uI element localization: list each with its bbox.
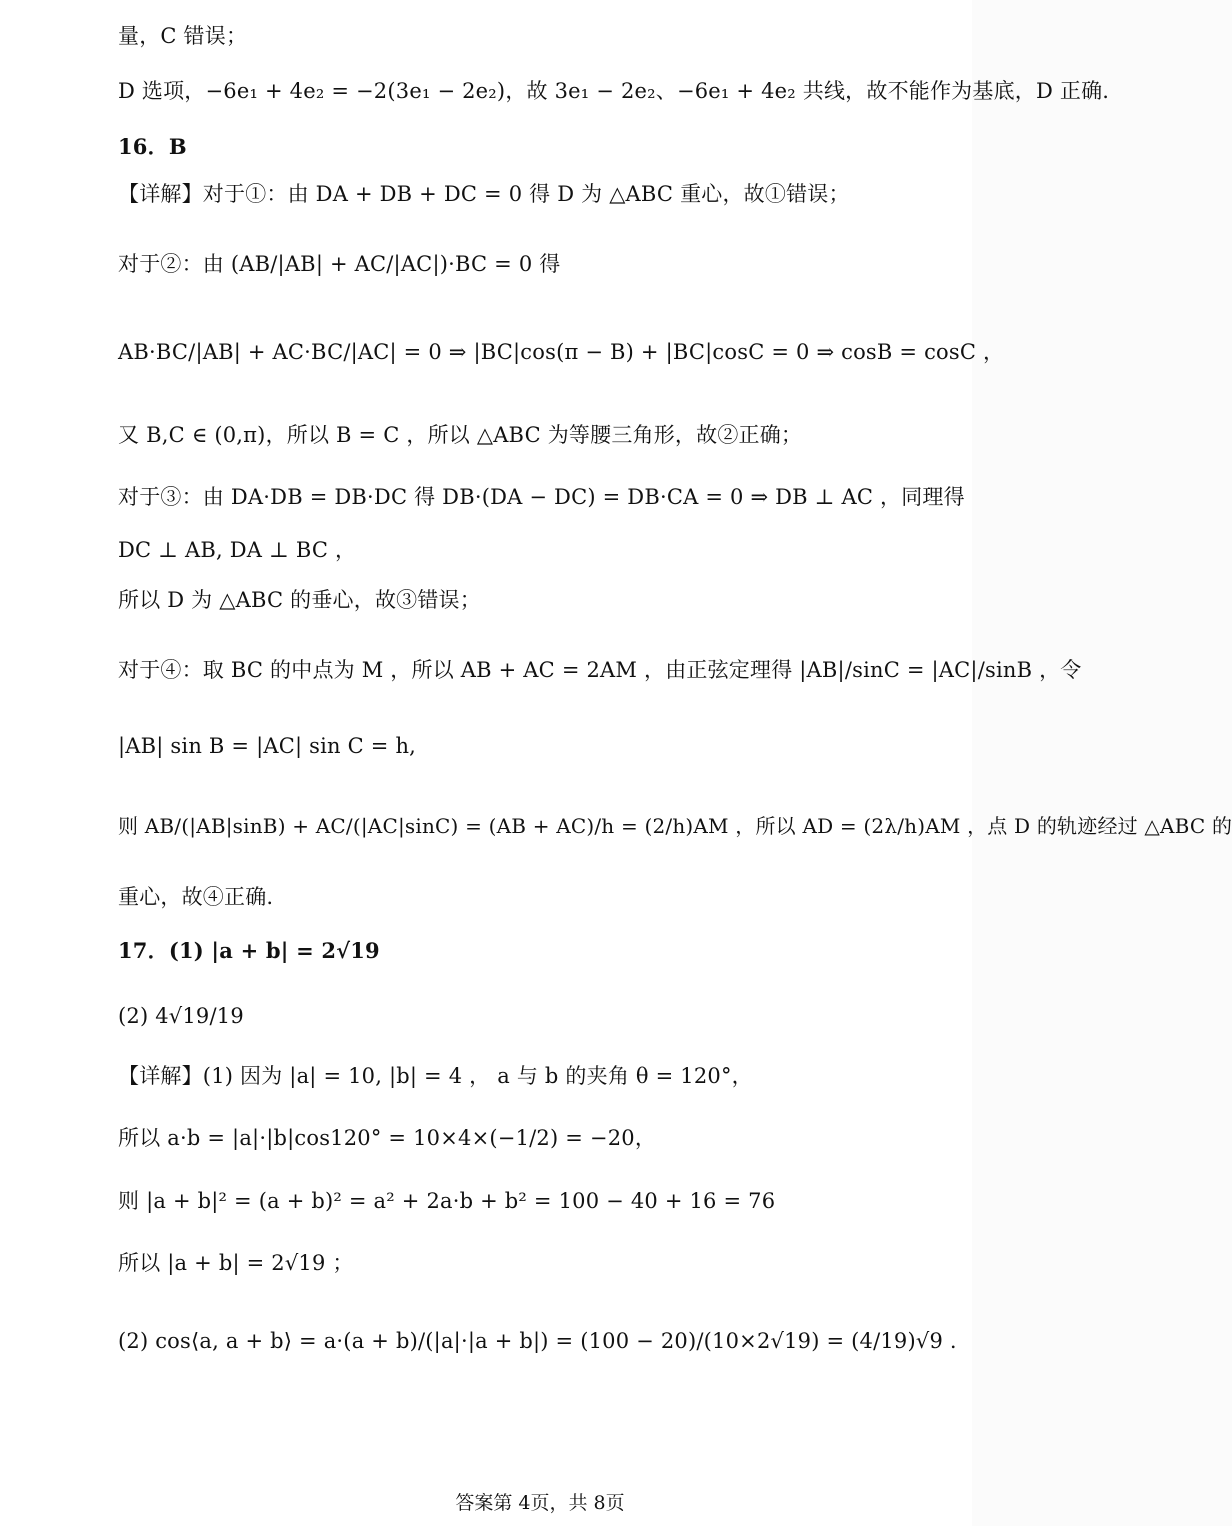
text-line: 又 B,C ∈ (0,π)，所以 B = C ，所以 △ABC 为等腰三角形，故②正确； — [118, 423, 803, 447]
text-line: 量，C 错误； — [118, 24, 248, 48]
page-footer: 答案第 4页，共 8页 — [455, 1492, 625, 1514]
text-line: 重心，故④正确. — [118, 885, 274, 909]
text-line: DC ⊥ AB, DA ⊥ BC ， — [118, 538, 357, 562]
question-number: 17．(1) |a + b| = 2√19 — [118, 938, 380, 963]
text-line: |AB| sin B = |AC| sin C = h, — [118, 734, 417, 758]
text-line: 所以 D 为 △ABC 的垂心，故③错误； — [118, 588, 481, 612]
text-line: D 选项，−6e₁ + 4e₂ = −2(3e₁ − 2e₂)，故 3e₁ − 2e₂、−6e₁ + 4e₂ 共线，故不能作为基底，D 正确. — [118, 79, 1110, 103]
text-line: 对于②：由 (AB/|AB| + AC/|AC|)·BC = 0 得 — [118, 252, 561, 276]
answer-line: (2) 4√19/19 — [118, 1004, 244, 1028]
text-line: 【详解】(1) 因为 |a| = 10, |b| = 4 ， a 与 b 的夹角 θ = 120°， — [118, 1064, 753, 1088]
text-line: 则 |a + b|² = (a + b)² = a² + 2a·b + b² = 100 − 40 + 16 = 76 — [118, 1189, 776, 1213]
text-line: AB·BC/|AB| + AC·BC/|AC| = 0 ⇒ |BC|cos(π − B) + |BC|cosC = 0 ⇒ cosB = cosC ， — [118, 340, 1005, 364]
text-line: 对于④：取 BC 的中点为 M ，所以 AB + AC = 2AM ，由正弦定理得 |AB|/sinC = |AC|/sinB ，令 — [118, 658, 1082, 682]
question-number: 16．B — [118, 134, 187, 159]
text-line: 则 AB/(|AB|sinB) + AC/(|AC|sinC) = (AB + AC)/h = (2/h)AM ，所以 AD = (2λ/h)AM ，点 D 的轨迹经过 △ABC 的 — [118, 814, 1232, 838]
text-line: (2) cos⟨a, a + b⟩ = a·(a + b)/(|a|·|a + b|) = (100 − 20)/(10×2√19) = (4/19)√9 . — [118, 1329, 957, 1353]
text-line: 所以 a·b = |a|·|b|cos120° = 10×4×(−1/2) = −20， — [118, 1126, 657, 1150]
text-line: 所以 |a + b| = 2√19 ； — [118, 1251, 354, 1275]
text-line: 【详解】对于①：由 DA + DB + DC = 0 得 D 为 △ABC 重心，故①错误； — [118, 182, 850, 206]
text-line: 对于③：由 DA·DB = DB·DC 得 DB·(DA − DC) = DB·CA = 0 ⇒ DB ⊥ AC ，同理得 — [118, 485, 965, 509]
